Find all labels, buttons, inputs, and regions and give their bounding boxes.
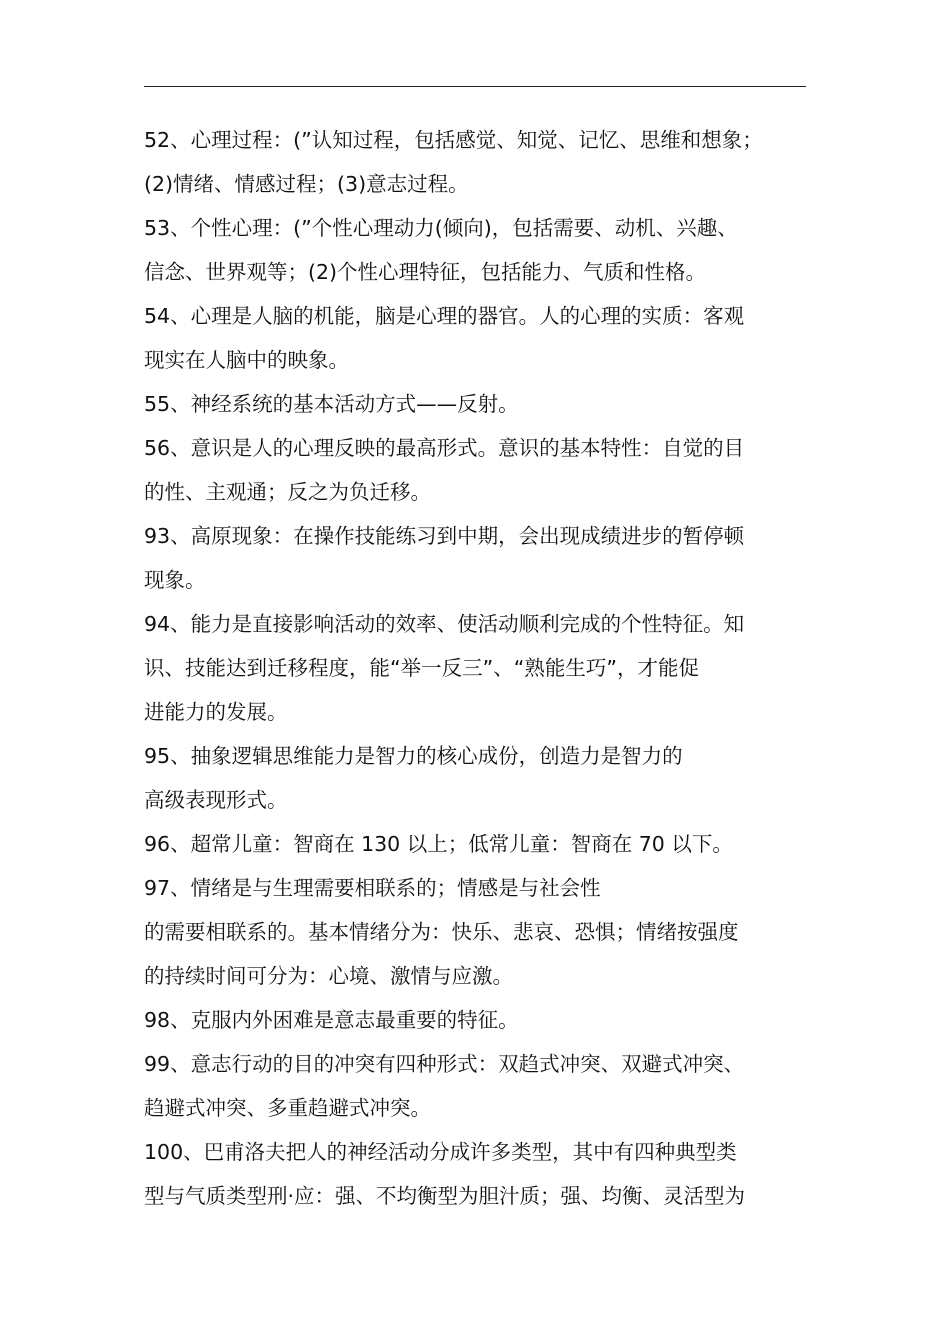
text-line: 高级表现形式。 bbox=[144, 788, 288, 812]
text-line: 识、技能达到迁移程度，能“举一反三”、“熟能生巧”，才能促 bbox=[144, 656, 699, 680]
text-line: 54、心理是人脑的机能，脑是心理的器官。人的心理的实质：客观 bbox=[144, 304, 745, 328]
text-line: 95、抽象逻辑思维能力是智力的核心成份，创造力是智力的 bbox=[144, 744, 683, 768]
text-line: 52、心理过程：(”认知过程，包括感觉、知觉、记忆、思维和想象； bbox=[144, 128, 763, 152]
text-line: 97、情绪是与生理需要相联系的；情感是与社会性 bbox=[144, 876, 601, 900]
text-line: 进能力的发展。 bbox=[144, 700, 288, 724]
header-rule bbox=[144, 86, 806, 87]
text-line: 53、个性心理：(”个性心理动力(倾向)，包括需要、动机、兴趣、 bbox=[144, 216, 738, 240]
text-line: 现象。 bbox=[144, 568, 206, 592]
text-line: 信念、世界观等；(2)个性心理特征，包括能力、气质和性格。 bbox=[144, 260, 707, 284]
text-line: (2)情绪、情感过程；(3)意志过程。 bbox=[144, 172, 469, 196]
text-line: 56、意识是人的心理反映的最高形式。意识的基本特性：自觉的目 bbox=[144, 436, 745, 460]
text-line: 96、超常儿童：智商在 130 以上；低常儿童：智商在 70 以下。 bbox=[144, 832, 733, 856]
text-line: 55、神经系统的基本活动方式——反射。 bbox=[144, 392, 519, 416]
text-line: 型与气质类型刑·应：强、不均衡型为胆汁质；强、均衡、灵活型为 bbox=[144, 1184, 746, 1208]
text-line: 100、巴甫洛夫把人的神经活动分成许多类型，其中有四种典型类 bbox=[144, 1140, 737, 1164]
text-line: 93、高原现象：在操作技能练习到中期，会出现成绩进步的暂停顿 bbox=[144, 524, 745, 548]
text-line: 的需要相联系的。基本情绪分为：快乐、悲哀、恐惧；情绪按强度 bbox=[144, 920, 739, 944]
text-line: 趋避式冲突、多重趋避式冲突。 bbox=[144, 1096, 431, 1120]
text-line: 94、能力是直接影响活动的效率、使活动顺利完成的个性特征。知 bbox=[144, 612, 745, 636]
text-line: 的持续时间可分为：心境、激情与应激。 bbox=[144, 964, 513, 988]
text-line: 99、意志行动的目的冲突有四种形式：双趋式冲突、双避式冲突、 bbox=[144, 1052, 745, 1076]
text-line: 的性、主观通；反之为负迁移。 bbox=[144, 480, 431, 504]
text-line: 现实在人脑中的映象。 bbox=[144, 348, 349, 372]
text-line: 98、克服内外困难是意志最重要的特征。 bbox=[144, 1008, 519, 1032]
document-body bbox=[144, 118, 806, 1218]
